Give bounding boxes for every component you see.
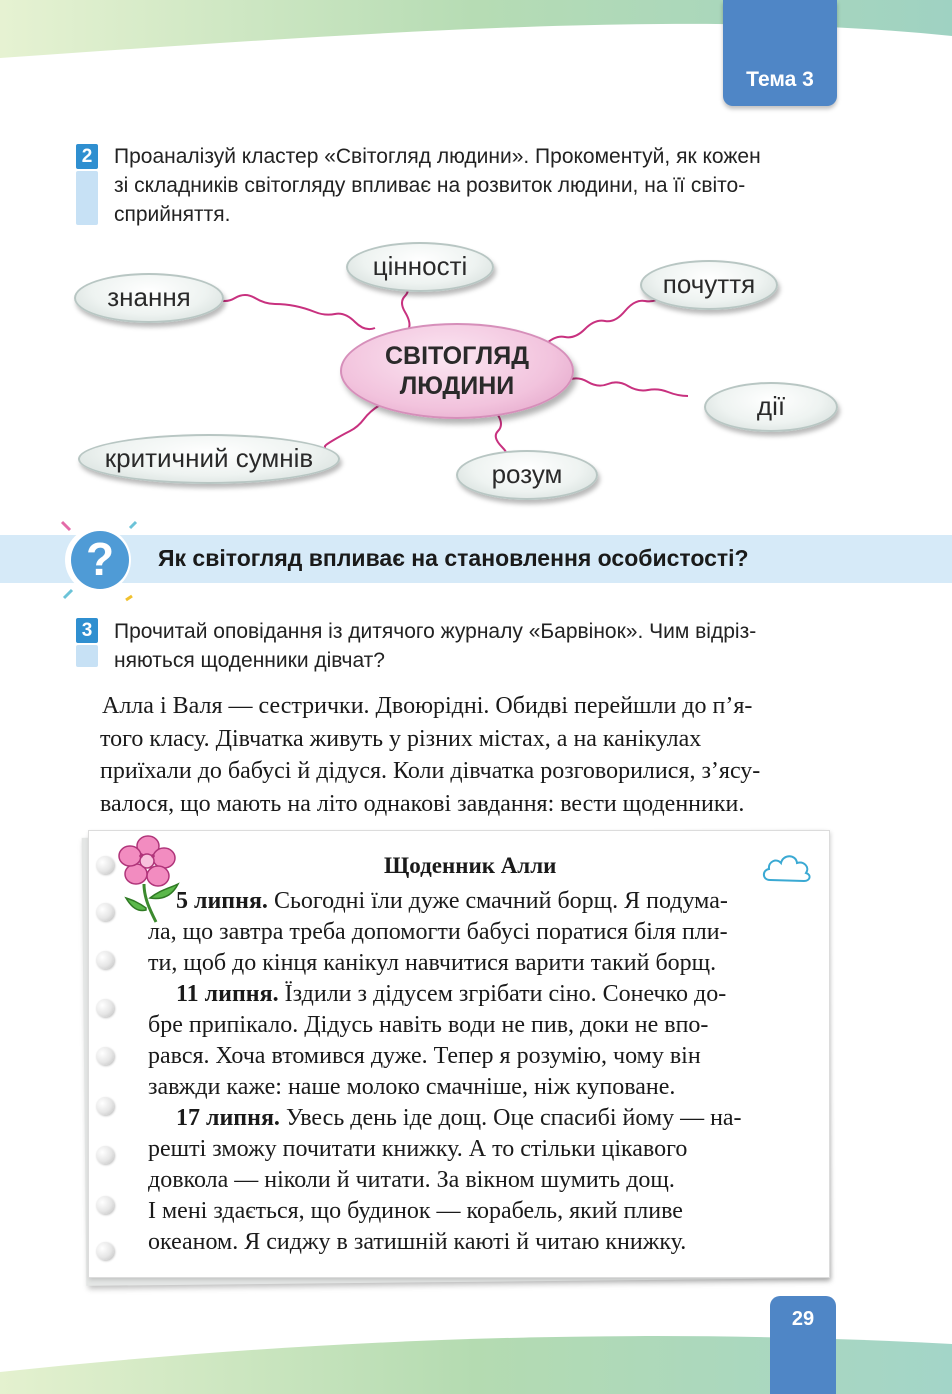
diary-entry-line: ла, що завтра треба допомогти бабусі поратися біля пли-: [148, 919, 728, 945]
diary-entry-line: [148, 979, 802, 1010]
story-line: валося, що мають на літо однакові завдання: вести щоденники.: [100, 790, 745, 817]
connector-critical-doubt: [325, 405, 380, 447]
diary-entry-line: рався. Хоча втомився дуже. Тепер я розумію, чому він: [148, 1043, 701, 1069]
diary-entry-line: [148, 886, 802, 917]
diary-entry-line: І мені здається, що будинок — корабель, який пливе: [148, 1198, 683, 1224]
center-node-line: СВІТОГЛЯД: [384, 342, 530, 370]
story-line: приїхали до бабусі й дідуся. Коли дівчатка розговорилися, з’ясу-: [100, 758, 761, 784]
entry-date: 17 липня.: [176, 1105, 280, 1131]
cloud-icon: [760, 850, 814, 884]
task-2-number: 2: [76, 144, 98, 169]
diary-entry-line: решті зможу почитати книжку. А то стільки цікавого: [148, 1136, 688, 1162]
notebook-hole: [96, 1242, 114, 1260]
notebook-hole: [96, 999, 114, 1017]
notebook-hole: [96, 1097, 114, 1115]
diary-entry-line: [148, 1103, 802, 1134]
entry-text: Увесь день іде дощ. Оце спасибі йому — на-: [279, 1105, 742, 1131]
story-line: того класу. Дівчатка живуть у різних містах, а на канікулах: [100, 725, 702, 752]
node-critical-doubt: критичний сумнів: [78, 434, 340, 484]
task-3-bar: [76, 645, 98, 667]
task-3-line: няються щоденники дівчат?: [114, 649, 385, 672]
diary-entry-line: завжди каже: наше молоко смачніше, ніж куповане.: [148, 1074, 676, 1100]
notebook-hole: [96, 951, 114, 969]
connector-feelings: [545, 295, 665, 345]
diary-entry-line: бре припікало. Дідусь навіть води не пив, доки не впо-: [148, 1012, 709, 1038]
task-2-line: зі складників світогляду впливає на розвиток людини, на її світо-: [114, 174, 746, 197]
page-number: 29: [791, 1308, 815, 1330]
node-actions: дії: [704, 382, 838, 432]
notebook-hole: [96, 1146, 114, 1164]
diary-entry-line: океаном. Я сиджу в затишній каюті й читаю книжку.: [148, 1229, 687, 1255]
entry-text: Їздили з дідусем згрібати сіно. Сонечко до-: [278, 981, 727, 1007]
task-2-line: сприйняття.: [114, 203, 231, 226]
center-node-line: ЛЮДИНИ: [399, 372, 515, 400]
task-3-number: 3: [76, 618, 98, 643]
diary-entry-line: довкола — ніколи й читати. За вікном шумить дощ.: [148, 1167, 675, 1193]
node-knowledge: знання: [74, 273, 224, 323]
connector-actions: [568, 378, 688, 396]
diary-entry-line: ти, щоб до кінця канікул навчитися варити такий борщ.: [148, 950, 717, 976]
worldview-cluster-diagram: [60, 240, 850, 510]
diary-title: Щоденник Алли: [384, 853, 557, 878]
notebook-hole: [96, 1196, 114, 1214]
diary-entries: [148, 886, 802, 1258]
center-node-worldview: [340, 323, 574, 419]
notebook-hole: [96, 1047, 114, 1065]
node-mind: розум: [456, 450, 598, 500]
story-line: Алла і Валя — сестрички. Двоюрідні. Обидві перейшли до п’я-: [102, 693, 753, 719]
entry-text: Сьогодні їли дуже смачний борщ. Я подума-: [267, 888, 728, 914]
node-feelings: почуття: [640, 260, 778, 310]
story-paragraph: [102, 690, 840, 820]
question-heading: Як світогляд впливає на становлення особистості?: [158, 545, 749, 571]
svg-text:?: ?: [85, 533, 115, 585]
task-2-bar: [76, 171, 98, 225]
entry-date: 11 липня.: [176, 981, 279, 1007]
page-number-tab: [770, 1296, 836, 1394]
node-values: цінності: [346, 242, 494, 292]
task-2-text: [114, 142, 761, 229]
task-3-text: [114, 617, 756, 675]
question-mark-icon: [58, 518, 144, 604]
theme-tab: [723, 0, 837, 106]
entry-date: 5 липня.: [176, 888, 268, 914]
task-2-line: Проаналізуй кластер «Світогляд людини». Прокоментуй, як кожен: [114, 145, 761, 168]
connector-knowledge: [215, 295, 375, 329]
theme-label: Тема 3: [746, 68, 814, 91]
task-3-line: Прочитай оповідання із дитячого журналу «Барвінок». Чим відріз-: [114, 620, 757, 643]
